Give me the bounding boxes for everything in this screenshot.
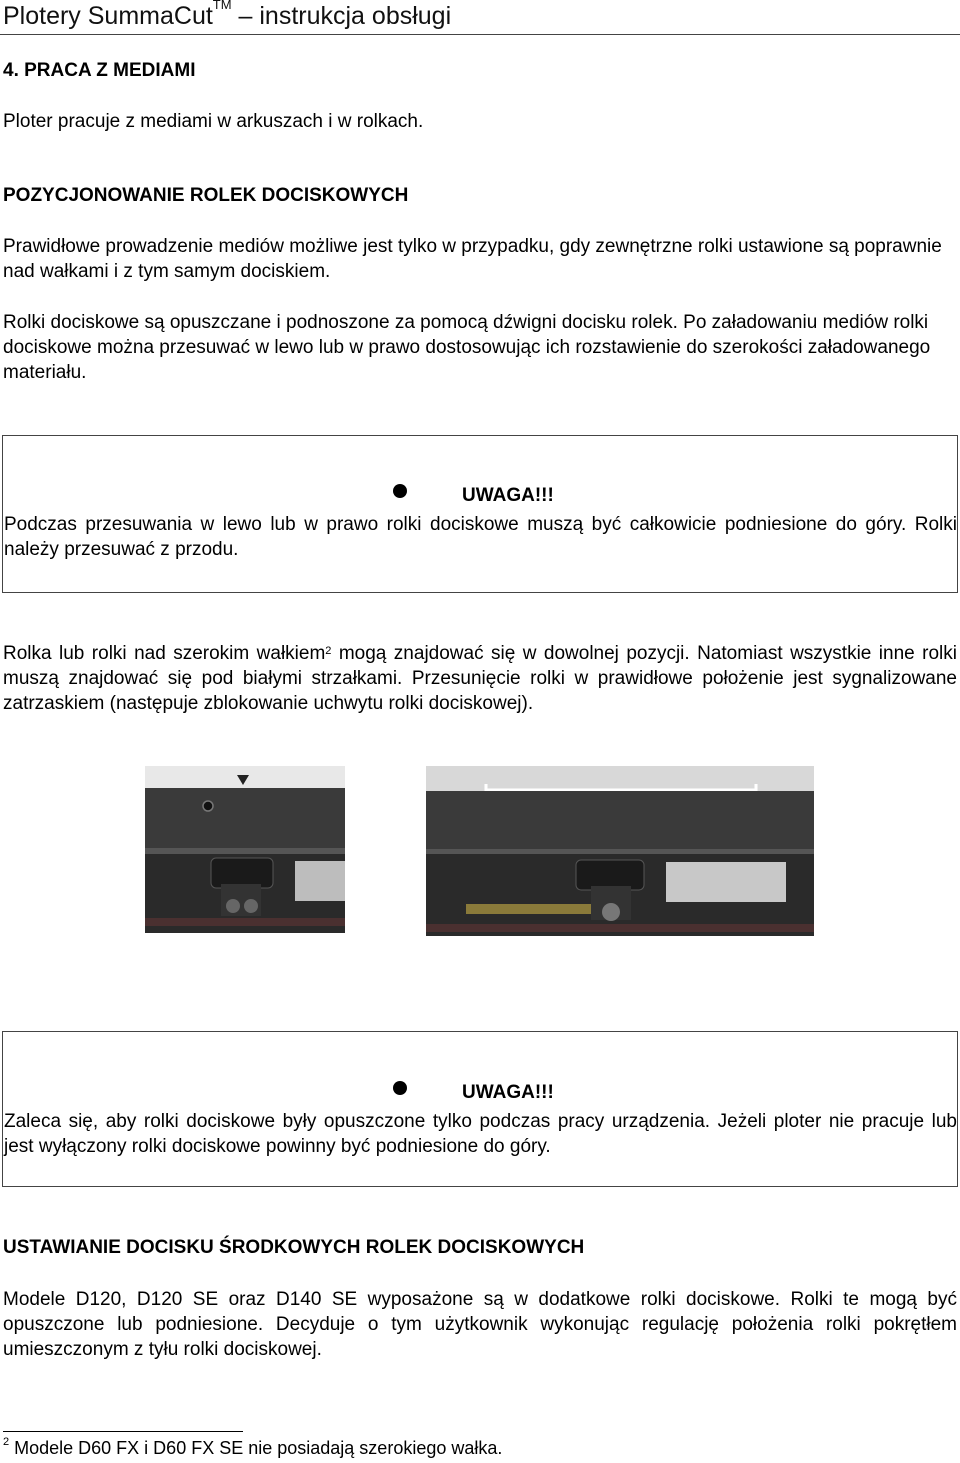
- bullet-icon: [393, 1081, 407, 1095]
- page-header-title: [3, 2, 451, 31]
- footnote-divider: [3, 1431, 243, 1432]
- section-heading: 4. PRACA Z MEDIAMI: [3, 60, 196, 81]
- plotter-photo-2: [426, 766, 814, 936]
- center-rollers-heading: USTAWIANIE DOCISKU ŚRODKOWYCH ROLEK DOCISKOWYCH: [3, 1237, 585, 1258]
- header-title-rest: – instrukcja obsługi: [231, 2, 452, 30]
- footnote-text: Modele D60 FX i D60 FX SE nie posiadają szerokiego wałka.: [9, 1438, 503, 1458]
- footnote: [3, 1438, 502, 1459]
- warning-1-text: Podczas przesuwania w lewo lub w prawo rolki dociskowe muszą być całkowicie podniesione do góry. Rolki należy przesuwać z przodu.: [4, 514, 957, 560]
- bullet-icon: [393, 484, 407, 498]
- rollers-text-a: Rolka lub rolki nad szerokim wałkiem: [3, 643, 326, 664]
- footnote-number: 2: [3, 1436, 10, 1448]
- positioning-paragraph-1: Prawidłowe prowadzenie mediów możliwe jest tylko w przypadku, gdy zewnętrzne rolki ustawione są poprawnie nad wałkami i z tym samym dociskiem.: [3, 236, 942, 282]
- header-title-main: Plotery SummaCut: [3, 2, 213, 30]
- center-rollers-paragraph: Modele D120, D120 SE oraz D140 SE wyposażone są w dodatkowe rolki dociskowe. Rolki te mogą być opuszczone lub podniesione. Decyduje o tym użytkownik wykonując regulację położenia rolki pokrętłem umieszczonym z tyłu rolki dociskowej.: [3, 1289, 957, 1360]
- warning-1-label: UWAGA!!!: [462, 485, 554, 506]
- positioning-paragraph-2: Rolki dociskowe są opuszczane i podnoszone za pomocą dźwigni docisku rolek. Po załadowaniu mediów rolki dociskowe można przesuwać w lewo lub w prawo dostosowując ich rozstawienie do szerokości załadowanego materiału.: [3, 312, 931, 383]
- warning-box-2: [2, 1031, 958, 1187]
- warning-box-1: [2, 435, 958, 593]
- footnote-ref: 2: [325, 645, 332, 657]
- plotter-photo-1: [145, 766, 345, 933]
- positioning-heading: POZYCJONOWANIE ROLEK DOCISKOWYCH: [3, 185, 409, 206]
- plotter-roller-illustration-1: [145, 766, 345, 933]
- header-divider: [0, 34, 960, 35]
- rollers-text-b: mogą znajdować się w dowolnej pozycji. Natomiast wszystkie inne rolki muszą znajdować się pod białymi strzałkami. Przesunięcie rolki w prawidłowe położenie jest sygnalizowane zatrzaskiem (następuje zblokowanie uchwytu rolki dociskowej).: [3, 643, 957, 714]
- warning-2-label: UWAGA!!!: [462, 1082, 554, 1103]
- intro-paragraph: Ploter pracuje z mediami w arkuszach i w rolkach.: [3, 111, 424, 132]
- plotter-roller-illustration-2: [426, 766, 814, 936]
- warning-2-text: Zaleca się, aby rolki dociskowe były opuszczone tylko podczas pracy urządzenia. Jeżeli ploter nie pracuje lub jest wyłączony rolki dociskowe powinny być podniesione do góry.: [4, 1111, 957, 1157]
- rollers-paragraph: [3, 641, 957, 716]
- header-title-tm: TM: [212, 0, 232, 12]
